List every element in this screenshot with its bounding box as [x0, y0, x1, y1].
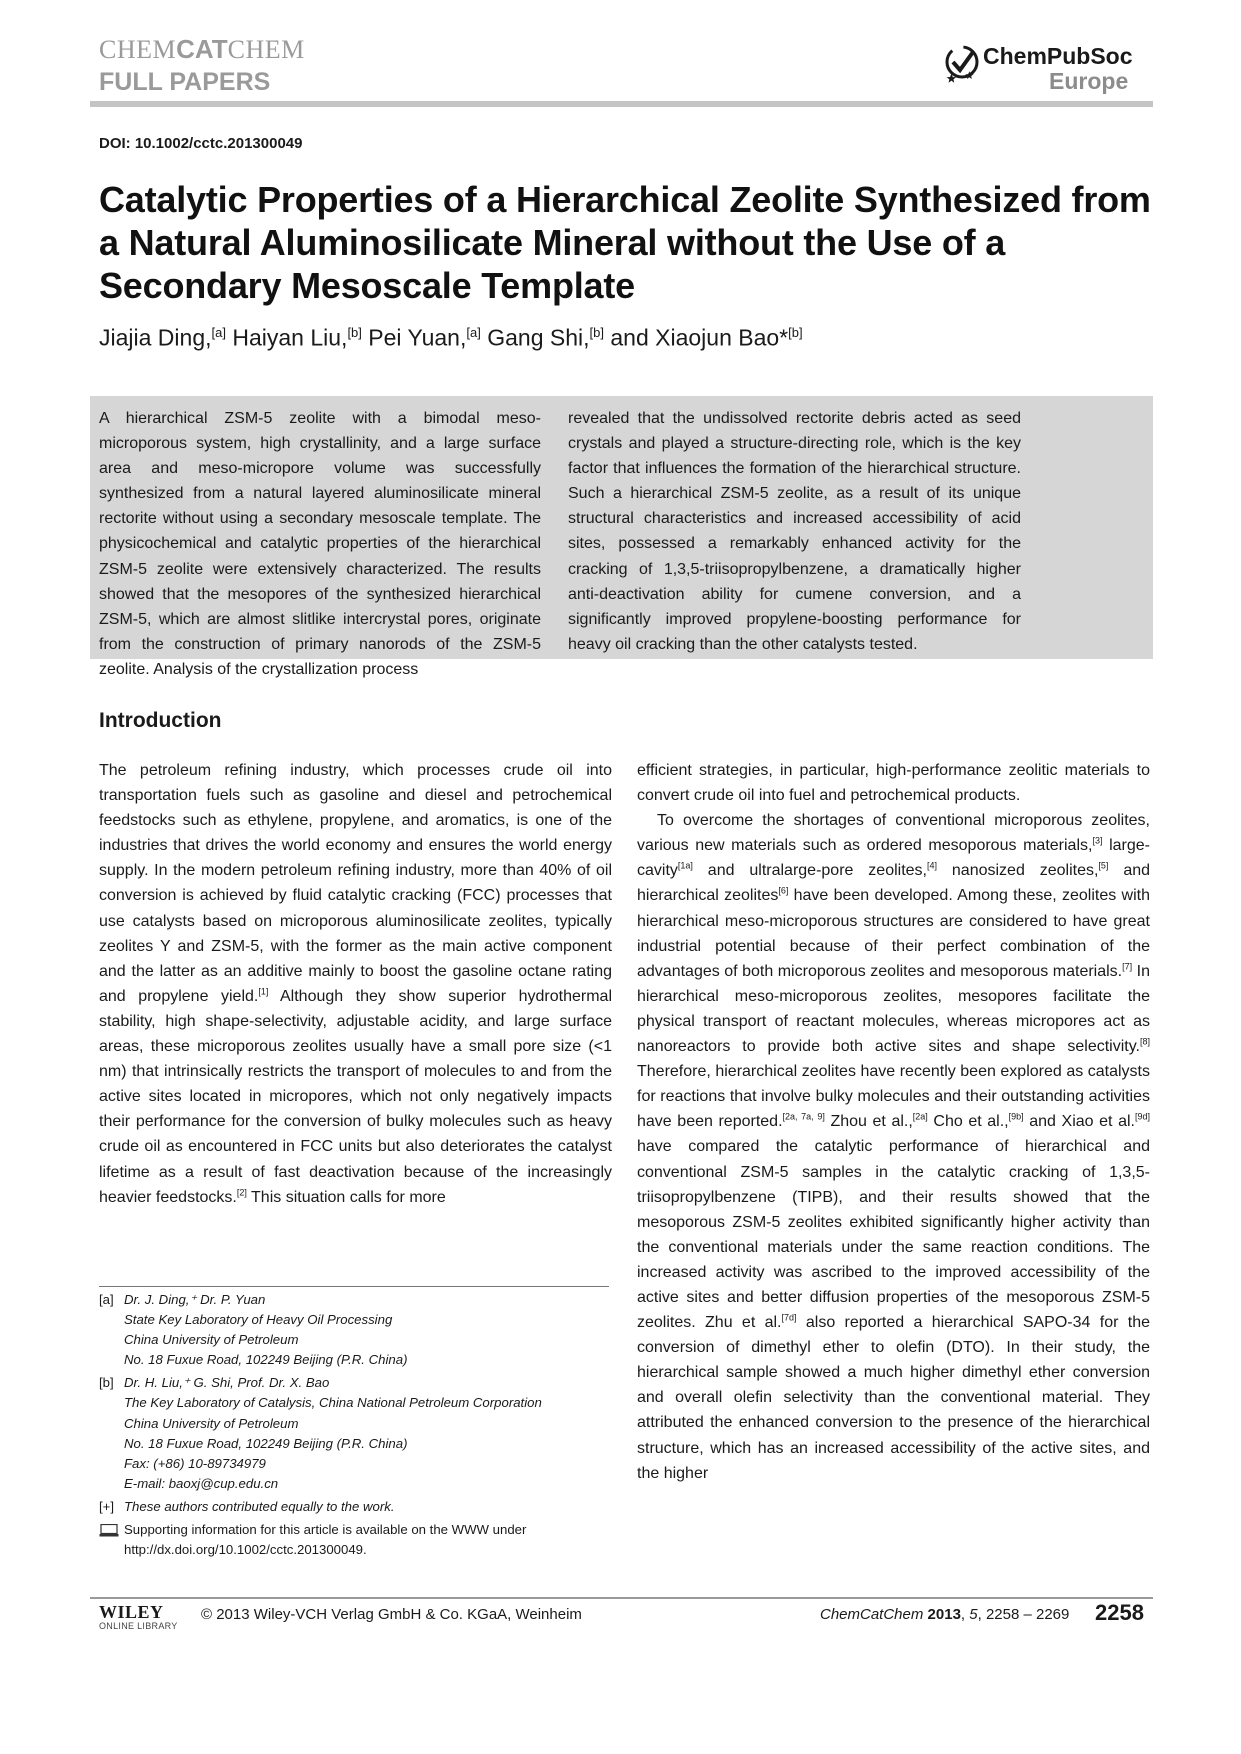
citation-ref[interactable]: [2] — [236, 1187, 247, 1198]
publisher-region: Europe — [1049, 68, 1129, 94]
publisher-name: ChemPubSoc — [983, 43, 1133, 69]
abstract-box — [90, 396, 1153, 678]
journal-citation: ChemCatChem 2013, 5, 2258 – 2269 — [820, 1606, 1070, 1623]
chempubsoc-star-icon — [943, 40, 981, 88]
supporting-info-note: Supporting information for this article is available on the WWW under http://dx.doi.org/10.1002/cctc.201300049. — [99, 1520, 619, 1560]
author-affiliation: [a] — [466, 325, 481, 340]
footer-divider — [90, 1597, 1153, 1599]
citation-ref[interactable]: [9d] — [1134, 1111, 1150, 1122]
journal-name: CHEMCATCHEM — [99, 34, 305, 64]
citation-ref[interactable]: [6] — [778, 886, 789, 897]
author-name: Jiajia Ding, — [99, 324, 212, 351]
section-label: FULL PAPERS — [99, 68, 271, 96]
citation-ref[interactable]: [8] — [1139, 1036, 1150, 1047]
paragraph: The petroleum refining industry, which processes crude oil into transportation fuels such as gasoline and diesel and petrochemical feedstocks such as ethylene, propylene, and aromatics, is one of the industries that drives the world economy and ensures the world energy supply. In the modern petroleum refining industry, more than 40% of oil conversion is achieved by fluid catalytic cracking (FCC) processes that use catalysts based on microporous aluminosilicate zeolites, typically zeolites Y and ZSM-5, with the former as the main active component and the latter as an additive mainly to boost the gasoline octane rating and propylene yield.[1] Although they show superior hydrothermal stability, high shape-selectivity, adjustable acidity, and large surface areas, these microporous zeolites usually have a small pore size (<1 nm) that intrinsically restricts the transport of molecules to and from the active sites located in micropores, which not only negatively impacts their performance for the conversion of bulky molecules such as heavy crude oil as encountered in FCC units but also deteriorates the catalyst lifetime as a result of fast deactivation because of the increasingly heavier feedstocks.[2] This situation calls for more — [99, 762, 613, 1206]
citation-ref[interactable]: [1] — [258, 986, 269, 997]
author-name: Haiyan Liu, — [232, 324, 348, 351]
footnotes — [99, 1290, 619, 1560]
affiliation-a: [a] Dr. J. Ding,⁺ Dr. P. Yuan State Key Laboratory of Heavy Oil Processing China University of Petroleum No. 18 Fuxue Road, 102249 Beijing (P.R. China) — [99, 1292, 408, 1368]
author-affiliation: [b] — [788, 325, 803, 340]
citation-ref[interactable]: [2a, 7a, 9] — [782, 1111, 825, 1122]
supporting-info-link[interactable]: http://dx.doi.org/10.1002/cctc.201300049. — [124, 1542, 367, 1558]
section-heading: Introduction — [99, 709, 222, 732]
author-affiliation: [a] — [211, 325, 226, 340]
author-name: and Xiaojun Bao* — [610, 324, 789, 351]
citation-ref[interactable]: [4] — [927, 861, 938, 872]
abstract-left-column: A hierarchical ZSM-5 zeolite with a bimodal meso-microporous system, high crystallinity, and a large surface area and meso-micropore volume was successfully synthesized from a natural layered aluminosilicate mineral rectorite without using a secondary mesoscale template. The physicochemical and catalytic properties of the hierarchical ZSM-5 zeolite were extensively characterized. The results showed that the mesopores of the synthesized hierarchical ZSM-5, which are almost slitlike intercrystal pores, originate from the construction of primary nanorods of the ZSM-5 zeolite. Analysis of the crystallization process — [99, 410, 541, 678]
author-affiliation: [b] — [589, 325, 604, 340]
citation-ref[interactable]: [7d] — [781, 1312, 797, 1323]
paragraph: To overcome the shortages of conventional microporous zeolites, various new materials such as ordered mesoporous materials,[3] large-cavity[1a] and ultralarge-pore zeolites,[4] nanosized zeolites,[5] and hierarchical zeolites[6] have been developed. Among these, zeolites with hierarchical meso-microporous structures are considered to have great industrial potential because of their perfect combination of the advantages of both microporous zeolites and mesoporous materials.[7] In hierarchical meso-microporous zeolites, mesopores facilitate the physical transport of reactant molecules, whereas micropores act as nanoreactors to provide both active sites and shape selectivity.[8] Therefore, hierarchical zeolites have recently been explored as catalysts for reactions that involve bulky molecules and their outstanding activities have been reported.[2a, 7a, 9] Zhou et al.,[2a] Cho et al.,[9b] and Xiao et al.[9d] have compared the catalytic performance of hierarchical and conventional ZSM-5 samples in the catalytic cracking of 1,3,5-triisopropylbenzene (TIPB), and their results showed that the mesoporous ZSM-5 zeolites exhibited significantly higher activity than the conventional materials under the same reaction conditions. The increased activity was ascribed to the improved accessibility of the active sites and better diffusion properties of the mesoporous ZSM-5 zeolites. Zhu et al.[7d] also reported a hierarchical SAPO-34 for the conversion of dimethyl ether to olefin (DTO). In their study, the hierarchical sample showed a much higher dimethyl ether conversion and overall olefin selectivity than the conventional material. They attributed the enhanced conversion to the presence of the hierarchical structure, which has an increased accessibility of the active sites, and the higher — [637, 812, 1151, 1482]
page-number: 2258 — [1095, 1600, 1144, 1625]
affiliation-b: [b] Dr. H. Liu,⁺ G. Shi, Prof. Dr. X. Bao The Key Laboratory of Catalysis, China National Petroleum Corporation China University of Petroleum No. 18 Fuxue Road, 102249 Beijing (P.R. China) Fax: (+86) 10-89734979 E-mail: baoxj@cup.edu.cn — [99, 1373, 619, 1494]
footnote-mark: [b] — [99, 1375, 114, 1391]
citation-ref[interactable]: [5] — [1098, 861, 1109, 872]
wiley-logo: WILEY ONLINE LIBRARY — [99, 1602, 178, 1631]
computer-icon — [99, 1524, 119, 1537]
footnote-mark: [a] — [99, 1292, 114, 1307]
publisher-logo — [943, 38, 1143, 94]
equal-contribution-note: [+] These authors contributed equally to the work. — [99, 1497, 619, 1517]
footnote-mark: [+] — [99, 1498, 115, 1514]
citation-ref[interactable]: [1a] — [677, 861, 693, 872]
citation-ref[interactable]: [2a] — [912, 1111, 928, 1122]
citation-ref[interactable]: [7] — [1122, 961, 1133, 972]
citation-ref[interactable]: [9b] — [1008, 1111, 1024, 1122]
footnote-divider — [99, 1286, 609, 1287]
author-name: Pei Yuan, — [368, 324, 467, 351]
contact-email[interactable]: E-mail: baoxj@cup.edu.cn — [124, 1475, 279, 1491]
author-name: Gang Shi, — [487, 324, 590, 351]
citation-ref[interactable]: [3] — [1092, 835, 1103, 846]
header-divider — [90, 101, 1153, 107]
copyright: © 2013 Wiley-VCH Verlag GmbH & Co. KGaA, Weinheim — [201, 1606, 582, 1623]
intro-left-column — [99, 758, 612, 1210]
article-title: Catalytic Properties of a Hierarchical Zeolite Synthesized from a Natural Aluminosilicate Mineral without the Use of a Secondary Mesoscale Template — [99, 179, 1151, 306]
abstract-right-column: revealed that the undissolved rectorite debris acted as seed crystals and played a structure-directing role, which is the key factor that influences the formation of the hierarchical structure. Such a hierarchical ZSM-5 zeolite, as a result of its unique structural characteristics and increased accessibility of acid sites, possessed a remarkably enhanced activity for the cracking of 1,3,5-triisopropylbenzene, a dramatically higher anti-deactivation ability for cumene conversion, and a significantly improved propylene-boosting performance for heavy oil cracking than the other catalysts tested. — [568, 410, 1021, 653]
paragraph: efficient strategies, in particular, high-performance zeolitic materials to convert crude oil into fuel and petrochemical products. — [637, 762, 1150, 805]
doi: DOI: 10.1002/cctc.201300049 — [99, 135, 303, 152]
author-list — [99, 318, 803, 353]
author-affiliation: [b] — [347, 325, 362, 340]
intro-right-column — [637, 758, 1150, 1486]
